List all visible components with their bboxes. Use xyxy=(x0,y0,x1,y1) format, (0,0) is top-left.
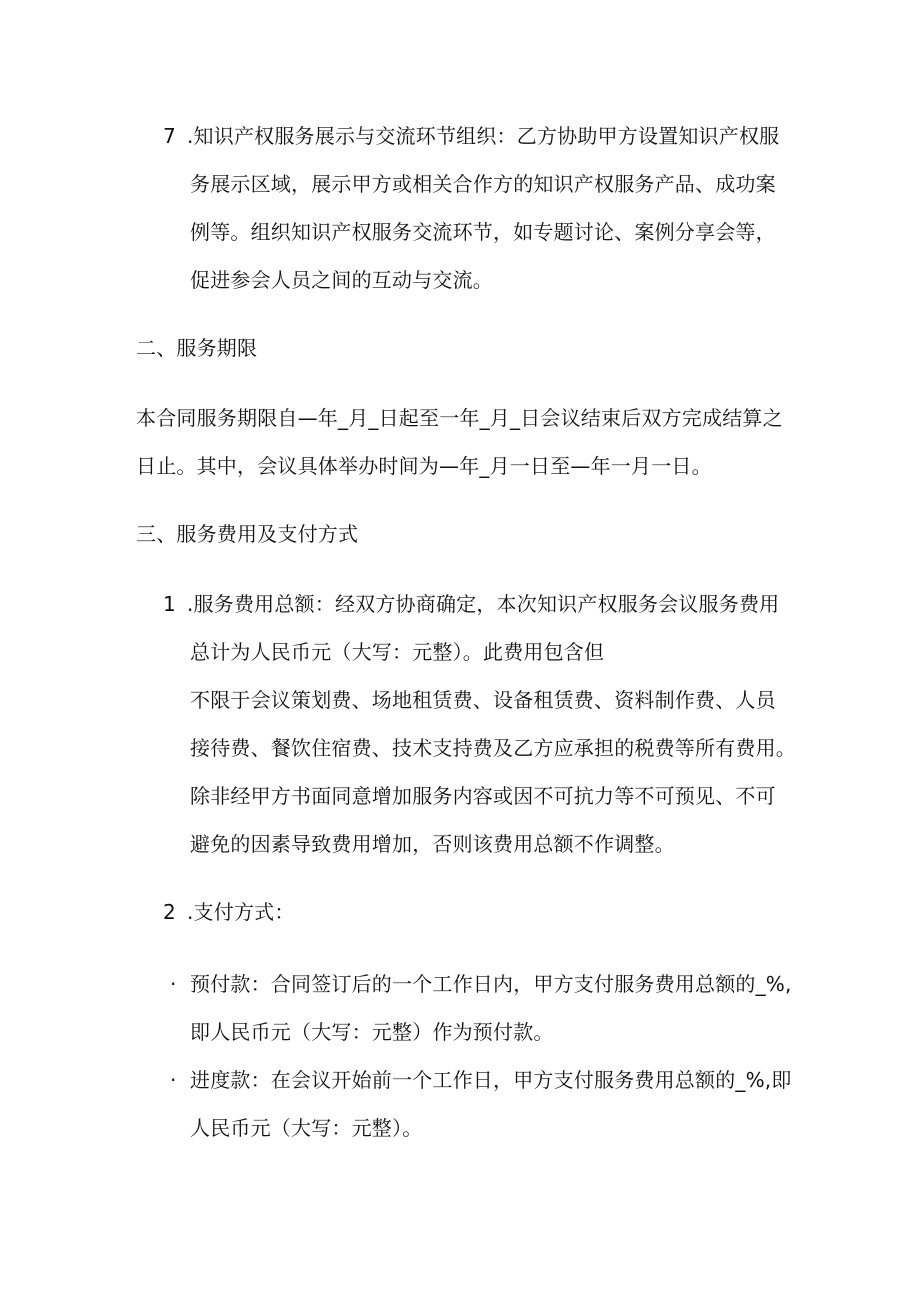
item-1-line-1: .服务费用总额：经双方协商确定，本次知识产权服务会议服务费用 xyxy=(187,592,780,616)
bullet-2-mark: · xyxy=(170,1068,177,1092)
bullet-1-mark: · xyxy=(170,972,177,996)
item-1-line-6: 避免的因素导致费用增加，否则该费用总额不作调整。 xyxy=(190,832,675,856)
section-2-heading: 二、服务期限 xyxy=(136,336,258,360)
bullet-2-line-2: 人民币元（大写：元整）。 xyxy=(190,1116,423,1140)
item-1-line-2: 总计为人民币元（大写：元整）。此费用包含但 xyxy=(190,640,605,664)
item-7-number: 7 xyxy=(163,124,176,148)
section-3-heading: 三、服务费用及支付方式 xyxy=(136,522,359,546)
bullet-1-line-1: 预付款：合同签订后的一个工作日内，甲方支付服务费用总额的_%, xyxy=(190,972,792,996)
section-2-line-1: 本合同服务期限自—年_月_日起至一年_月_日会议结束后双方完成结算之 xyxy=(136,406,783,430)
item-1-line-4: 接待费、餐饮住宿费、技术支持费及乙方应承担的税费等所有费用。 xyxy=(190,736,796,760)
bullet-1-line-2: 即人民币元（大写：元整）作为预付款。 xyxy=(190,1020,554,1044)
item-2-number: 2 xyxy=(163,900,176,924)
item-7-line-3: 例等。组织知识产权服务交流环节，如专题讨论、案例分享会等， xyxy=(190,220,776,244)
item-7-line-1: .知识产权服务展示与交流环节组织：乙方协助甲方设置知识产权服 xyxy=(187,124,780,148)
item-2-label: .支付方式： xyxy=(187,900,295,924)
item-1-line-5: 除非经甲方书面同意增加服务内容或因不可抗力等不可预见、不可 xyxy=(190,784,776,808)
section-2-line-2: 日止。其中，会议具体举办时间为—年_月一日至—年一月一日。 xyxy=(136,454,712,478)
item-7-line-2: 务展示区域，展示甲方或相关合作方的知识产权服务产品、成功案 xyxy=(190,172,776,196)
bullet-2-line-1: 进度款：在会议开始前一个工作日，甲方支付服务费用总额的_%,即 xyxy=(190,1068,792,1092)
item-1-number: 1 xyxy=(163,592,176,616)
item-1-line-3: 不限于会议策划费、场地租赁费、设备租赁费、资料制作费、人员 xyxy=(190,688,776,712)
item-7-line-4: 促进参会人员之间的互动与交流。 xyxy=(190,268,493,292)
